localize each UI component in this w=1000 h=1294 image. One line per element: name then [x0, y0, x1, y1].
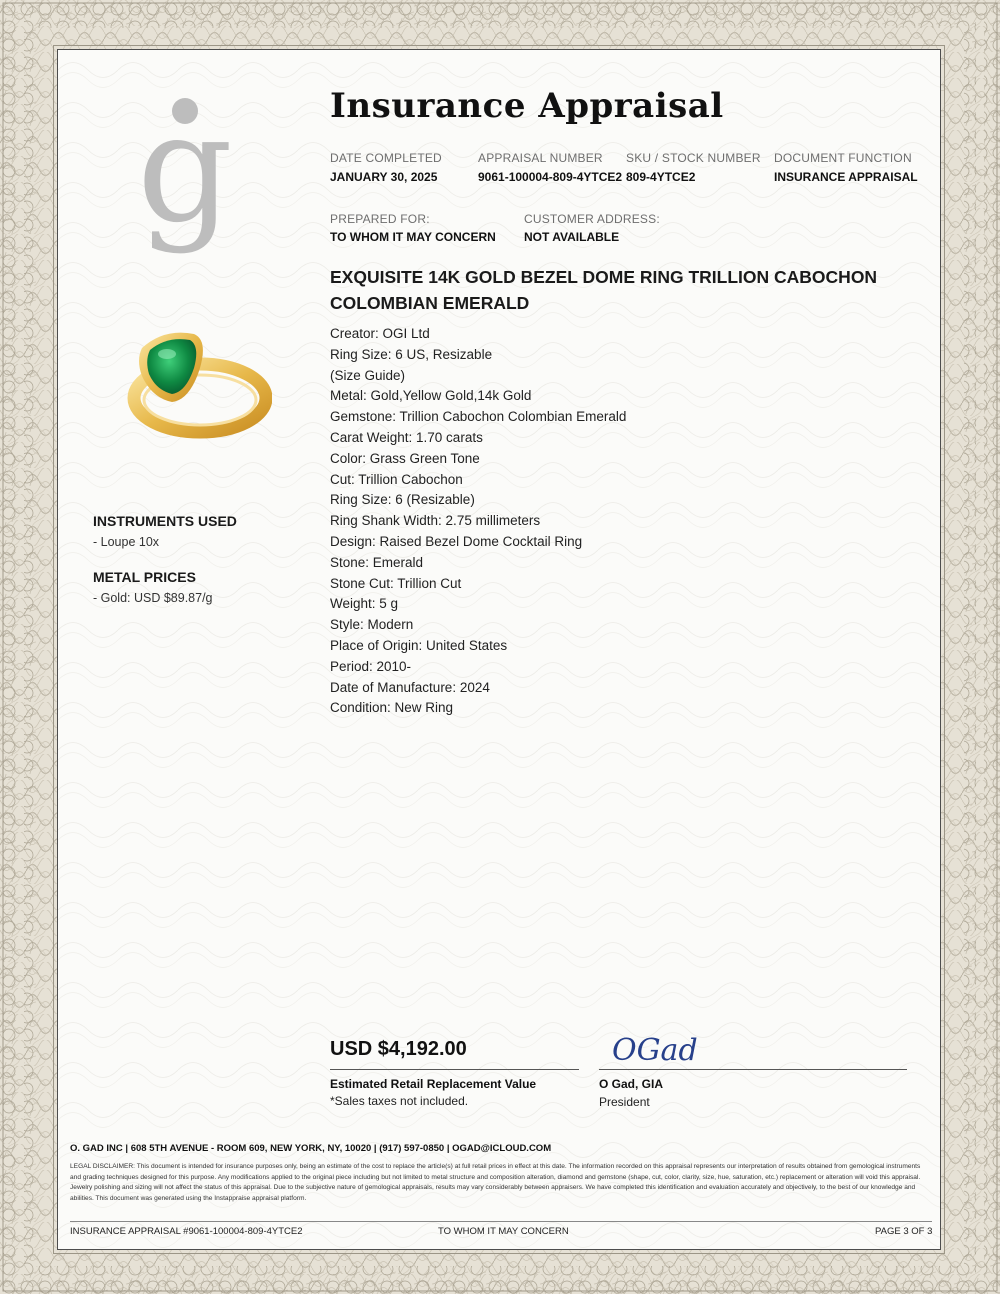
- signature-rule: [599, 1069, 907, 1070]
- company-logo: [92, 70, 278, 280]
- emerald-ring-illustration: [112, 318, 272, 444]
- price-rule: [330, 1069, 579, 1070]
- detail-stone: Stone: Emerald: [330, 554, 424, 570]
- sku-label: SKU / STOCK NUMBER: [626, 151, 761, 165]
- signature-image: [608, 1030, 728, 1070]
- footer-appraisal-number: INSURANCE APPRAISAL #9061-100004-809-4YTCE2: [70, 1226, 303, 1237]
- detail-weight: Weight: 5 g: [330, 596, 399, 612]
- item-details-list: [330, 324, 890, 719]
- customer-address-value: NOT AVAILABLE: [524, 230, 620, 244]
- detail-gemstone: Gemstone: Trillion Cabochon Colombian Emerald: [330, 409, 627, 425]
- detail-cut: Cut: Trillion Cabochon: [330, 471, 463, 487]
- ring-image: [112, 318, 272, 444]
- detail-period: Period: 2010-: [330, 658, 412, 674]
- legal-disclaimer: LEGAL DISCLAIMER: This document is intended for insurance purposes only, being an estimate of the cost to replace the article(s) at full retail prices in effect at this date. The information recorded on this appraisal represents our interpretation of results obtained from gemological instruments and grading techniques designed for this purpose. Any modifications applied to the original piece including but not limited to metal structure and composition alteration, diamond and gemstone (shape, cut, color, clarity, size, hue, saturation, etc.) replacement or alteration will void this appraisal. Jewelry polishing and sizing will not affect the status of this appraisal. Due to the subjective nature of gemological appraisals, results may vary considerably between appraisers. We have completed this identification and evaluation accurately and objectively, to the best of our knowledge and abilities. This document was generated using the Instappraise appraisal platform.: [70, 1163, 921, 1202]
- detail-shank-width: Ring Shank Width: 2.75 millimeters: [330, 513, 541, 529]
- signature: [608, 1030, 728, 1070]
- page-number: PAGE 3 OF 3: [875, 1226, 933, 1237]
- detail-condition: Condition: New Ring: [330, 700, 454, 716]
- value-label: Estimated Retail Replacement Value: [330, 1077, 537, 1091]
- page-title: Insurance Appraisal: [330, 86, 724, 126]
- metal-price-item: - Gold: USD $89.87/g: [93, 591, 213, 605]
- detail-place-of-origin: Place of Origin: United States: [330, 637, 508, 653]
- instrument-item: - Loupe 10x: [93, 535, 160, 549]
- detail-ring-size: Ring Size: 6 US, Resizable: [330, 346, 493, 362]
- signer-name: O Gad, GIA: [599, 1077, 664, 1091]
- detail-carat-weight: Carat Weight: 1.70 carats: [330, 429, 483, 445]
- company-address: O. GAD INC | 608 5TH AVENUE - ROOM 609, NEW YORK, NY, 10020 | (917) 597-0850 | OGAD@ICLOUD.COM: [70, 1143, 552, 1154]
- item-title-line-2: COLOMBIAN EMERALD: [330, 293, 530, 313]
- sku-value: 809-4YTCE2: [626, 170, 696, 184]
- logo-panel: [92, 70, 278, 270]
- date-completed-label: DATE COMPLETED: [330, 151, 442, 165]
- signer-title: President: [599, 1095, 650, 1109]
- tax-note: *Sales taxes not included.: [330, 1094, 469, 1108]
- footer-rule: [70, 1221, 932, 1222]
- item-title: [330, 264, 890, 316]
- detail-date-of-manufacture: Date of Manufacture: 2024: [330, 679, 490, 695]
- prepared-for-label: PREPARED FOR:: [330, 212, 430, 226]
- detail-color: Color: Grass Green Tone: [330, 450, 480, 466]
- detail-size-guide: (Size Guide): [330, 367, 406, 383]
- detail-metal: Metal: Gold,Yellow Gold,14k Gold: [330, 388, 532, 404]
- appraisal-number-label: APPRAISAL NUMBER: [478, 151, 603, 165]
- detail-creator: Creator: OGI Ltd: [330, 326, 430, 341]
- item-title-line-1: EXQUISITE 14K GOLD BEZEL DOME RING TRILLION CABOCHON: [330, 267, 878, 287]
- detail-design: Design: Raised Bezel Dome Cocktail Ring: [330, 533, 583, 549]
- instruments-heading: INSTRUMENTS USED: [93, 513, 237, 529]
- metal-prices-heading: METAL PRICES: [93, 569, 196, 585]
- appraisal-number-value: 9061-100004-809-4YTCE2: [478, 170, 623, 184]
- detail-ring-size-resizable: Ring Size: 6 (Resizable): [330, 492, 475, 508]
- signature-script: OGad: [612, 1033, 698, 1068]
- logo-letter: g: [136, 82, 234, 256]
- document-function-value: INSURANCE APPRAISAL: [774, 170, 918, 184]
- prepared-for-value: TO WHOM IT MAY CONCERN: [330, 230, 496, 244]
- customer-address-label: CUSTOMER ADDRESS:: [524, 212, 660, 226]
- detail-stone-cut: Stone Cut: Trillion Cut: [330, 575, 462, 591]
- document-function-label: DOCUMENT FUNCTION: [774, 151, 912, 165]
- detail-style: Style: Modern: [330, 617, 414, 633]
- appraised-value: USD $4,192.00: [330, 1038, 467, 1060]
- date-completed-value: JANUARY 30, 2025: [330, 170, 438, 184]
- footer-recipient: TO WHOM IT MAY CONCERN: [438, 1226, 569, 1237]
